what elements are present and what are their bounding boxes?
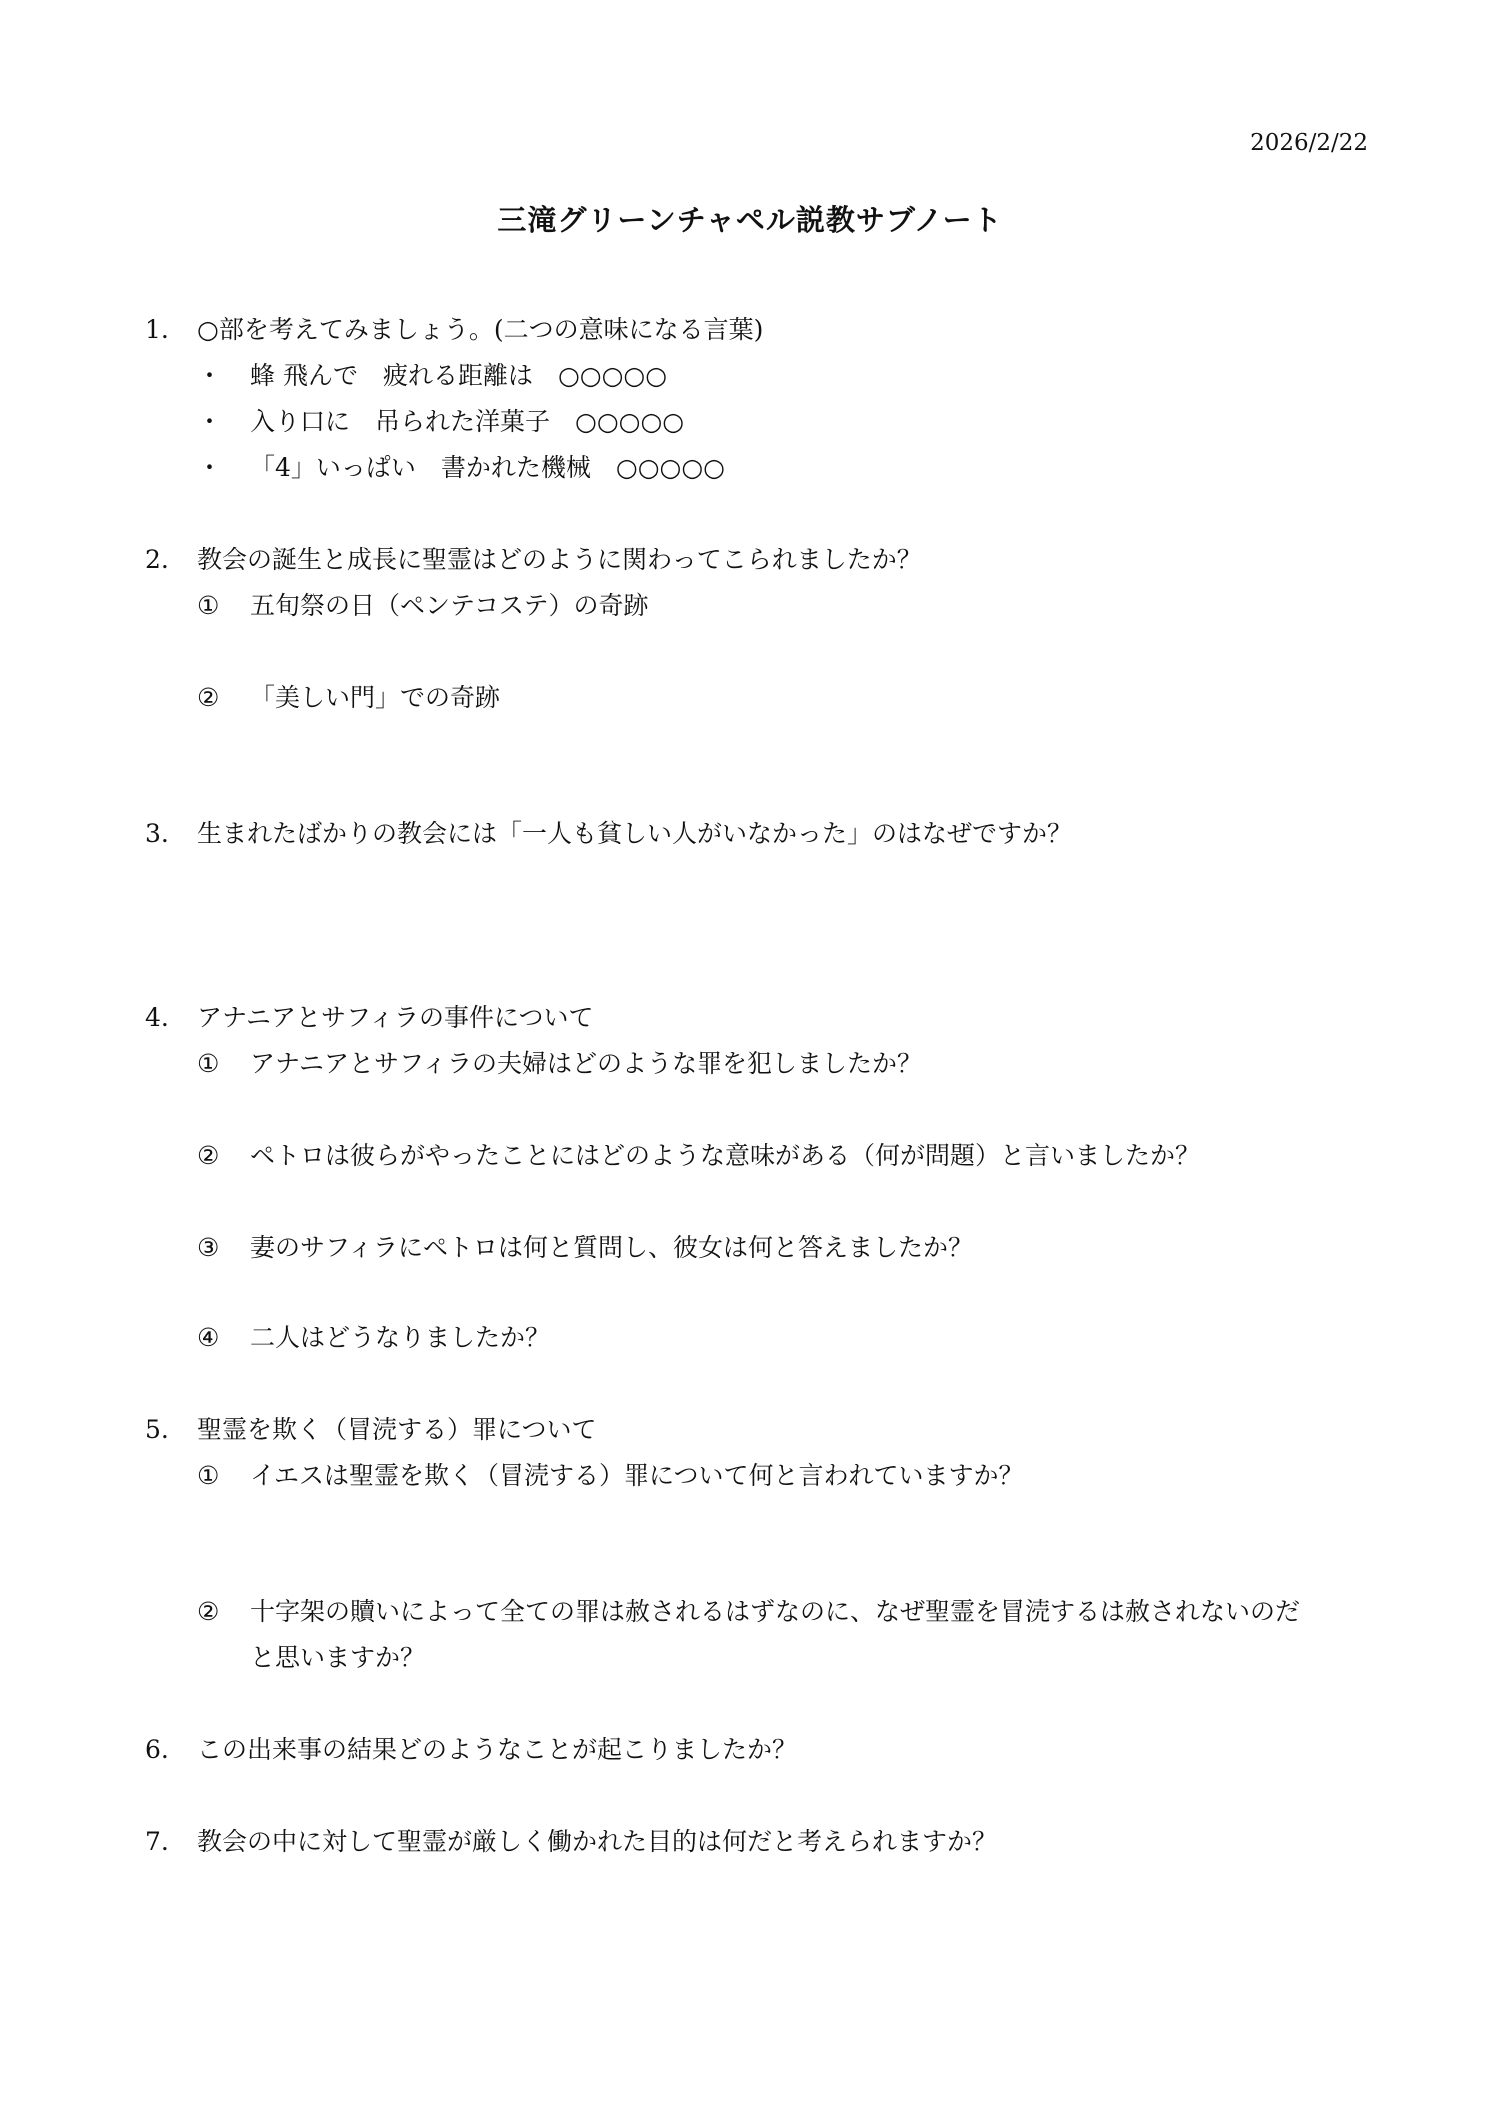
question-text: この出来事の結果どのようなことが起こりましたか？ — [197, 1735, 798, 1764]
bullet-mark: ・ — [197, 453, 223, 482]
sub-question-mark: ① — [197, 1461, 220, 1490]
sub-question-mark: ④ — [197, 1323, 220, 1352]
question-number: 3. — [145, 819, 169, 848]
sub-question-text: 五旬祭の日（ペンテコステ）の奇跡 — [250, 591, 649, 620]
question-text: 教会の中に対して聖霊が厳しく働かれた目的は何だと考えられますか？ — [197, 1827, 998, 1856]
question-text: 教会の誕生と成長に聖霊はどのように関わってこられましたか？ — [197, 545, 922, 574]
sub-question-mark: ① — [197, 1049, 220, 1078]
list-item-text: 蜂 飛んで 疲れる距離は ○○○○○ — [250, 361, 668, 390]
question-text: ○部を考えてみましょう。(二つの意味になる言葉) — [197, 315, 764, 344]
sub-question-text: ペトロは彼らがやったことにはどのような意味がある（何が問題）と言いましたか？ — [250, 1141, 1201, 1170]
sub-question-text: と思いますか？ — [250, 1643, 426, 1672]
question-text: 生まれたばかりの教会には「一人も貧しい人がいなかった」のはなぜですか？ — [197, 819, 1073, 848]
question-text: アナニアとサフィラの事件について — [197, 1003, 594, 1032]
sub-question-mark: ② — [197, 1597, 220, 1626]
question-text: 聖霊を欺く（冒涜する）罪について — [197, 1415, 597, 1444]
question-number: 1. — [145, 315, 169, 344]
sub-question-mark: ② — [197, 683, 220, 712]
sub-question-text: 妻のサフィラにペトロは何と質問し、彼女は何と答えましたか？ — [250, 1233, 974, 1262]
page-title: 三滝グリーンチャペル説教サブノート — [497, 203, 1003, 237]
list-item-text: 入り口に 吊られた洋菓子 ○○○○○ — [250, 407, 685, 436]
question-number: 2. — [145, 545, 169, 574]
sub-question-text: 二人はどうなりましたか？ — [250, 1323, 551, 1352]
question-number: 6. — [145, 1735, 169, 1764]
question-number: 4. — [145, 1003, 169, 1032]
question-number: 7. — [145, 1827, 169, 1856]
sub-question-text: 「美しい門」での奇跡 — [250, 683, 501, 712]
sub-question-mark: ① — [197, 591, 220, 620]
question-number: 5. — [145, 1415, 169, 1444]
sub-question-text: 十字架の贖いによって全ての罪は赦されるはずなのに、なぜ聖霊を冒涜するは赦されないのだ — [250, 1597, 1301, 1626]
sub-question-mark: ③ — [197, 1233, 220, 1262]
bullet-mark: ・ — [197, 407, 223, 436]
bullet-mark: ・ — [197, 361, 223, 390]
sub-question-text: イエスは聖霊を欺く（冒涜する）罪について何と言われていますか？ — [250, 1461, 1024, 1490]
sub-question-text: アナニアとサフィラの夫婦はどのような罪を犯しましたか？ — [250, 1049, 923, 1078]
sub-question-mark: ② — [197, 1141, 220, 1170]
list-item-text: 「4」いっぱい 書かれた機械 ○○○○○ — [250, 453, 725, 482]
document-date: 2026/2/22 — [1250, 130, 1368, 156]
